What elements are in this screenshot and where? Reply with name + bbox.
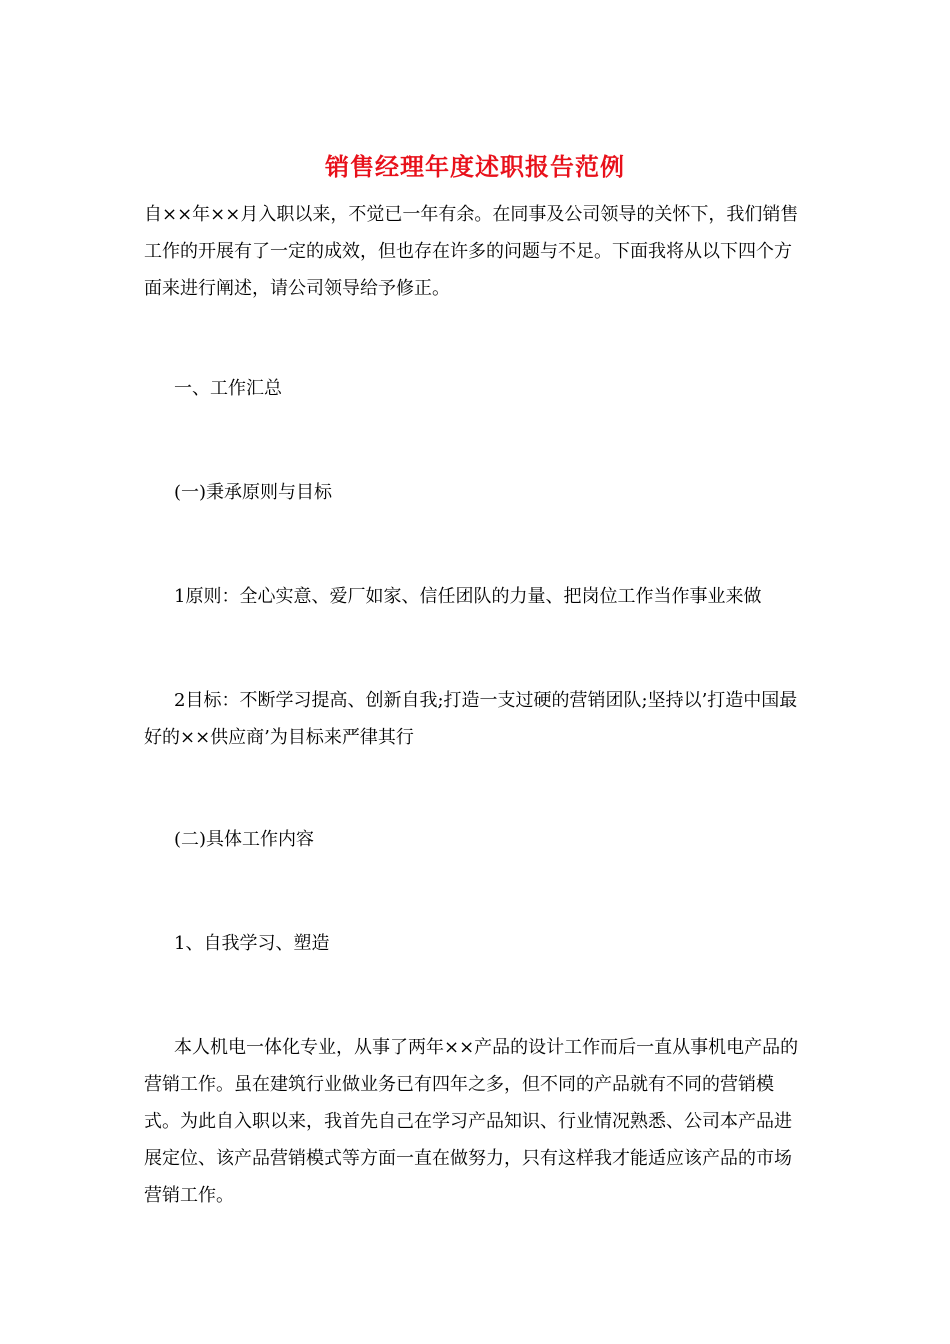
goal-paragraph: 2目标：不断学习提高、创新自我;打造一支过硬的营销团队;坚持以’打造中国最好的××供应商’为目标来严律其行 [144, 690, 798, 748]
intro-paragraph: 自××年××月入职以来，不觉已一年有余。在同事及公司领导的关怀下，我们销售工作的开展有了一定的成效，但也存在许多的问题与不足。下面我将从以下四个方面来进行阐述，请公司领导给予修正。 [144, 204, 799, 299]
subsection-heading-principles: (一)秉承原则与目标 [174, 482, 333, 503]
principle-paragraph: 1原则：全心实意、爱厂如家、信任团队的力量、把岗位工作当作事业来做 [174, 586, 762, 607]
subsection-heading-work-content: (二)具体工作内容 [174, 829, 315, 850]
document-title: 销售经理年度述职报告范例 [325, 152, 625, 181]
section-heading-work-summary: 一、工作汇总 [174, 378, 282, 399]
item-heading-self-learning: 1、自我学习、塑造 [174, 933, 330, 954]
body-paragraph-self-learning: 本人机电一体化专业，从事了两年××产品的设计工作而后一直从事机电产品的营销工作。虽在建筑行业做业务已有四年之多，但不同的产品就有不同的营销模式。为此自入职以来，我首先自己在学习产品知识、行业情况熟悉、公司本产品进展定位、该产品营销模式等方面一直在做努力，只有这样我才能适应该产品的市场营销工作。 [144, 1037, 799, 1206]
